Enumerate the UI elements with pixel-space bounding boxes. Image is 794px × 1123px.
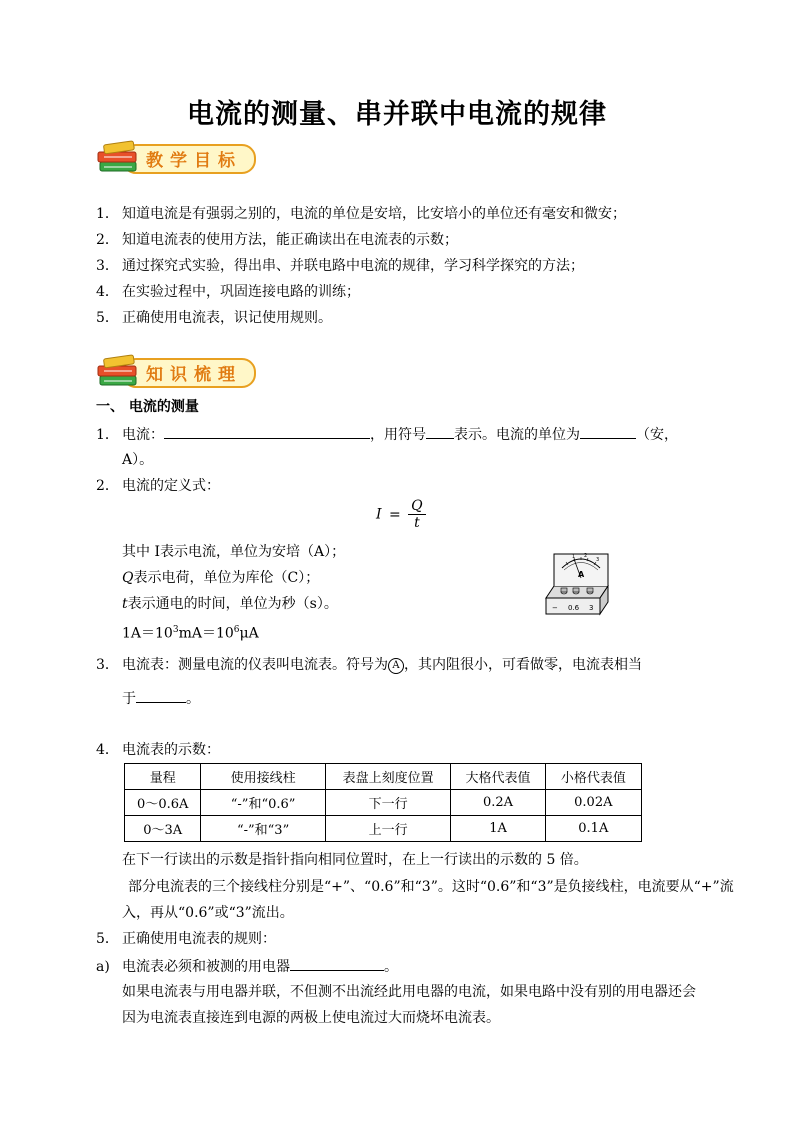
goal-item: 4． 在实验过程中，巩固连接电路的训练； [96,284,360,300]
rule-a-line: 因为电流表直接连到电源的两极上使电流过大而烧坏电流表。 [122,1010,500,1026]
svg-text:1: 1 [572,554,576,560]
goal-item: 5． 正确使用电流表，识记使用规则。 [96,310,332,326]
table-row: 0～3A “-”和“3” 上一行 1A 0.1A [125,816,642,842]
svg-text:A: A [578,570,585,579]
note-line: 在下一行读出的示数是指针指向相同位置时，在上一行读出的示数的 5 倍。 [122,852,588,868]
svg-text:2: 2 [584,553,588,559]
item-2: 2． 电流的定义式： [96,478,220,494]
note-line: 入，再从“0.6”或“3”流出。 [122,905,294,921]
svg-text:0.6: 0.6 [568,604,580,612]
svg-text:3: 3 [596,557,600,563]
goal-item: 2． 知道电流表的使用方法，能正确读出在电流表的示数； [96,232,458,248]
unit-conversion: $1A=10^3mA=10^6\mu A$ [122,625,259,642]
goal-item: 1． 知道电流是有强弱之别的，电流的单位是安培，比安培小的单位还有毫安和微安； [96,206,626,222]
item-3-cont: 于 。 [122,688,200,709]
rule-a-line: 如果电流表与用电器并联，不但测不出流经此用电器的电流，如果电路中没有别的用电器还会 [122,984,696,1000]
formula: I = $\frac{Q}{t}$ [376,498,426,531]
table-row: 0～0.6A “-”和“0.6” 下一行 0.2A 0.02A [125,790,642,816]
ammeter-symbol: A [388,658,404,674]
def-line: t表示通电的时间，单位为秒（s）。 [122,596,338,612]
banner-label: 知识梳理 [146,365,242,385]
def-line: Q表示电荷，单位为库伦（C）； [122,570,320,586]
def-line: 其中 I表示电流，单位为安培（A）； [122,544,346,560]
page-title: 电流的测量、串并联中电流的规律 [187,99,607,130]
table-header-row: 量程 使用接线柱 表盘上刻度位置 大格代表值 小格代表值 [125,764,642,790]
item-5: 5． 正确使用电流表的规则： [96,931,276,947]
books-icon [96,138,142,180]
svg-text:3: 3 [589,604,594,612]
item-1: 1． 电流： ，用符号 表示。电流的单位为 （安， [96,424,678,445]
item-3: 3． 电流表：测量电流的仪表叫电流表。符号为 A ，其内阻很小，可看做零，电流表相当 [96,657,642,673]
item-1-cont: A）。 [122,452,154,468]
note-line: 部分电流表的三个接线柱分别是“+”、“0.6”和“3”。这时“0.6”和“3”是负接线柱，电流要从“+”流 [128,879,734,895]
svg-text:−: − [552,604,558,612]
rule-a: a) 电流表必须和被测的用电器 。 [96,956,398,977]
books-icon [96,352,142,394]
banner-label: 教学目标 [146,151,242,171]
ammeter-image [540,546,610,618]
goals-banner [96,138,256,178]
section-heading: 一、 电流的测量 [96,399,199,415]
ammeter-table [124,763,642,842]
goal-item: 3． 通过探究式实验，得出串、并联电路中电流的规律，学习科学探究的方法； [96,258,584,274]
knowledge-banner [96,352,256,392]
item-4: 4． 电流表的示数： [96,742,220,758]
